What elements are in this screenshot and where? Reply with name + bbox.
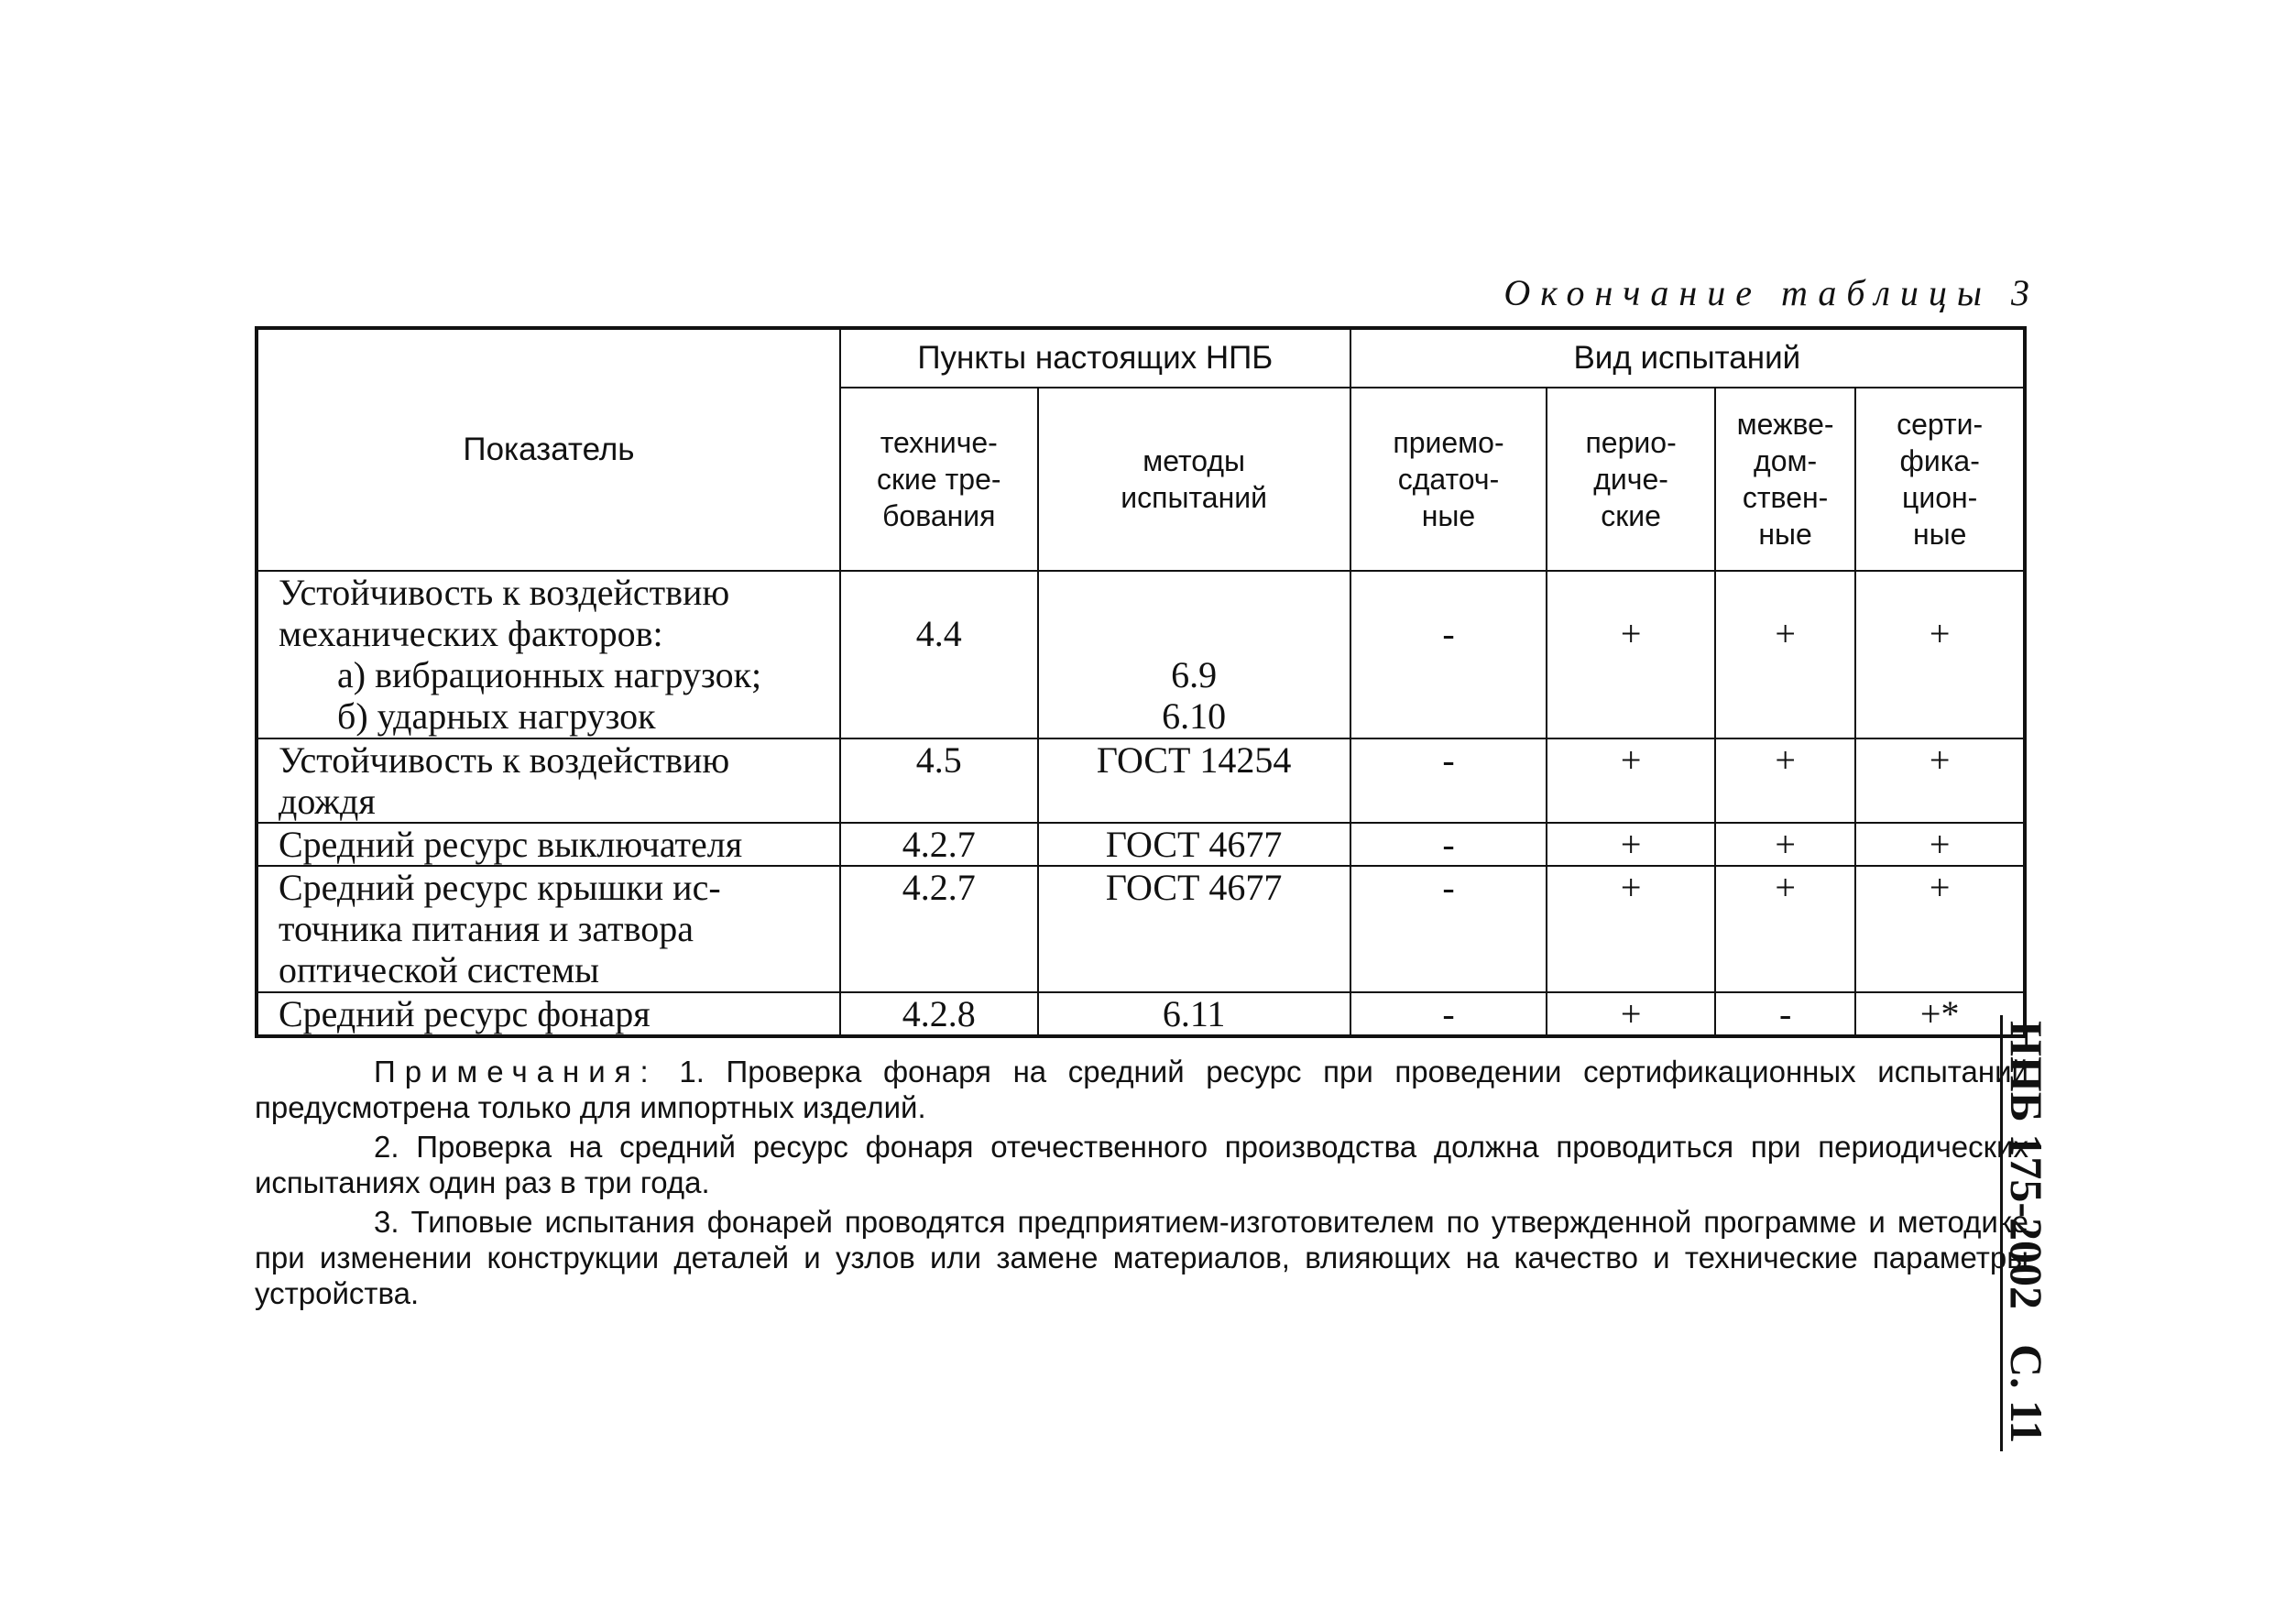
note-3-text: 3. Типовые испытания фонарей проводятся предприятием-изготовителем по утвержденной программе и методике при изменении конструкции деталей и узлов или замене материалов, влияющих на качество и технические параметры устройства. xyxy=(255,1205,2028,1310)
row-certification: + xyxy=(1855,823,2025,866)
header-test-group: Вид испытаний xyxy=(1350,328,2025,388)
header-indicator: Показатель xyxy=(257,328,840,571)
row-acceptance: - xyxy=(1350,738,1547,823)
row-certification: + xyxy=(1855,738,2025,823)
row-indicator xyxy=(257,866,840,992)
row-indicator-subline: а) вибрационных нагрузок; xyxy=(337,654,762,695)
row-interdepartmental: + xyxy=(1715,866,1855,992)
row-interdepartmental: - xyxy=(1715,992,1855,1036)
table-row xyxy=(257,571,2025,738)
row-indicator-line: Устойчивость к воздействию xyxy=(279,572,730,613)
row-certification xyxy=(1855,571,2025,738)
row-periodic xyxy=(1547,571,1715,738)
header-test-methods-text: методы испытаний xyxy=(1121,444,1267,514)
row-indicator-line: дождя xyxy=(279,781,376,822)
note-1-text: 1. Проверка фонаря на средний ресурс при проведении сертификационных испытаний предусмотрена только для импортных изделий. xyxy=(255,1055,2028,1124)
test-table xyxy=(255,326,2027,1038)
header-acceptance-text: приемо- сдаточ- ные xyxy=(1393,426,1504,532)
row-periodic: + xyxy=(1547,823,1715,866)
row-tech-requirement xyxy=(840,571,1038,738)
row-acceptance: - xyxy=(1350,823,1547,866)
header-certification xyxy=(1855,388,2025,571)
row-test-method xyxy=(1038,571,1350,738)
row-indicator xyxy=(257,738,840,823)
row-method-line: 6.9 xyxy=(1171,654,1218,695)
notes-block xyxy=(255,1054,2028,1315)
row-method-line xyxy=(1039,572,1350,613)
table-caption: Окончание таблицы 3 xyxy=(1503,272,2039,313)
row-interdepartmental: + xyxy=(1715,823,1855,866)
table-row xyxy=(257,738,2025,823)
row-method-line xyxy=(1039,613,1350,654)
notes-label: Примечания: xyxy=(374,1055,658,1088)
row-indicator-line: Средний ресурс выключателя xyxy=(279,824,743,865)
row-indicator xyxy=(257,571,840,738)
row-indicator-line: Средний ресурс крышки ис- xyxy=(279,867,721,908)
row-periodic-value: + xyxy=(1620,613,1642,654)
row-periodic: + xyxy=(1547,992,1715,1036)
row-acceptance-value: - xyxy=(1442,613,1455,654)
header-row-1 xyxy=(257,328,2025,388)
note-2 xyxy=(255,1129,2028,1200)
row-interdepartmental xyxy=(1715,571,1855,738)
header-acceptance xyxy=(1350,388,1547,571)
row-test-method: 6.11 xyxy=(1038,992,1350,1036)
row-indicator xyxy=(257,992,840,1036)
row-indicator-line: точника питания и затвора xyxy=(279,908,694,949)
table-row xyxy=(257,866,2025,992)
row-tech-requirement: 4.5 xyxy=(840,738,1038,823)
header-npb-group: Пункты настоящих НПБ xyxy=(840,328,1350,388)
row-test-method: ГОСТ 14254 xyxy=(1038,738,1350,823)
note-1 xyxy=(255,1054,2028,1125)
header-periodic-text: перио- диче- ские xyxy=(1585,426,1677,532)
page-number: С. 11 xyxy=(2001,1344,2052,1444)
table-row xyxy=(257,992,2025,1036)
row-indicator-line: механических факторов: xyxy=(279,613,663,654)
row-tech-requirement: 4.2.8 xyxy=(840,992,1038,1036)
row-indicator-line: оптической системы xyxy=(279,949,600,990)
row-periodic: + xyxy=(1547,866,1715,992)
row-interdepartmental-value: + xyxy=(1775,613,1796,654)
row-test-method: ГОСТ 4677 xyxy=(1038,823,1350,866)
header-interdepartmental xyxy=(1715,388,1855,571)
header-tech-requirements-text: техниче- ские тре- бования xyxy=(877,426,1001,532)
header-certification-text: серти- фика- цион- ные xyxy=(1897,408,1984,551)
page-side-label xyxy=(2000,1015,2050,1451)
header-interdepartmental-text: межве- дом- ствен- ные xyxy=(1736,408,1834,551)
note-3 xyxy=(255,1204,2028,1311)
row-method-line: 6.10 xyxy=(1162,695,1227,737)
row-tech-value: 4.4 xyxy=(915,613,962,654)
row-indicator-subline: б) ударных нагрузок xyxy=(337,695,656,737)
header-test-methods xyxy=(1038,388,1350,571)
row-certification: +* xyxy=(1855,992,2025,1036)
header-tech-requirements xyxy=(840,388,1038,571)
row-indicator-line: Средний ресурс фонаря xyxy=(279,993,651,1034)
row-indicator xyxy=(257,823,840,866)
row-test-method: ГОСТ 4677 xyxy=(1038,866,1350,992)
row-acceptance: - xyxy=(1350,866,1547,992)
row-periodic: + xyxy=(1547,738,1715,823)
header-periodic xyxy=(1547,388,1715,571)
row-acceptance: - xyxy=(1350,992,1547,1036)
row-certification: + xyxy=(1855,866,2025,992)
note-2-text: 2. Проверка на средний ресурс фонаря отечественного производства должна проводиться при периодических испытаниях один раз в три года. xyxy=(255,1130,2028,1199)
row-certification-value: + xyxy=(1929,613,1951,654)
row-acceptance xyxy=(1350,571,1547,738)
table-row xyxy=(257,823,2025,866)
row-tech-requirement: 4.2.7 xyxy=(840,866,1038,992)
document-code: НПБ 175-2002 xyxy=(2001,1021,2052,1309)
row-indicator-line: Устойчивость к воздействию xyxy=(279,739,730,781)
row-interdepartmental: + xyxy=(1715,738,1855,823)
row-tech-requirement: 4.2.7 xyxy=(840,823,1038,866)
